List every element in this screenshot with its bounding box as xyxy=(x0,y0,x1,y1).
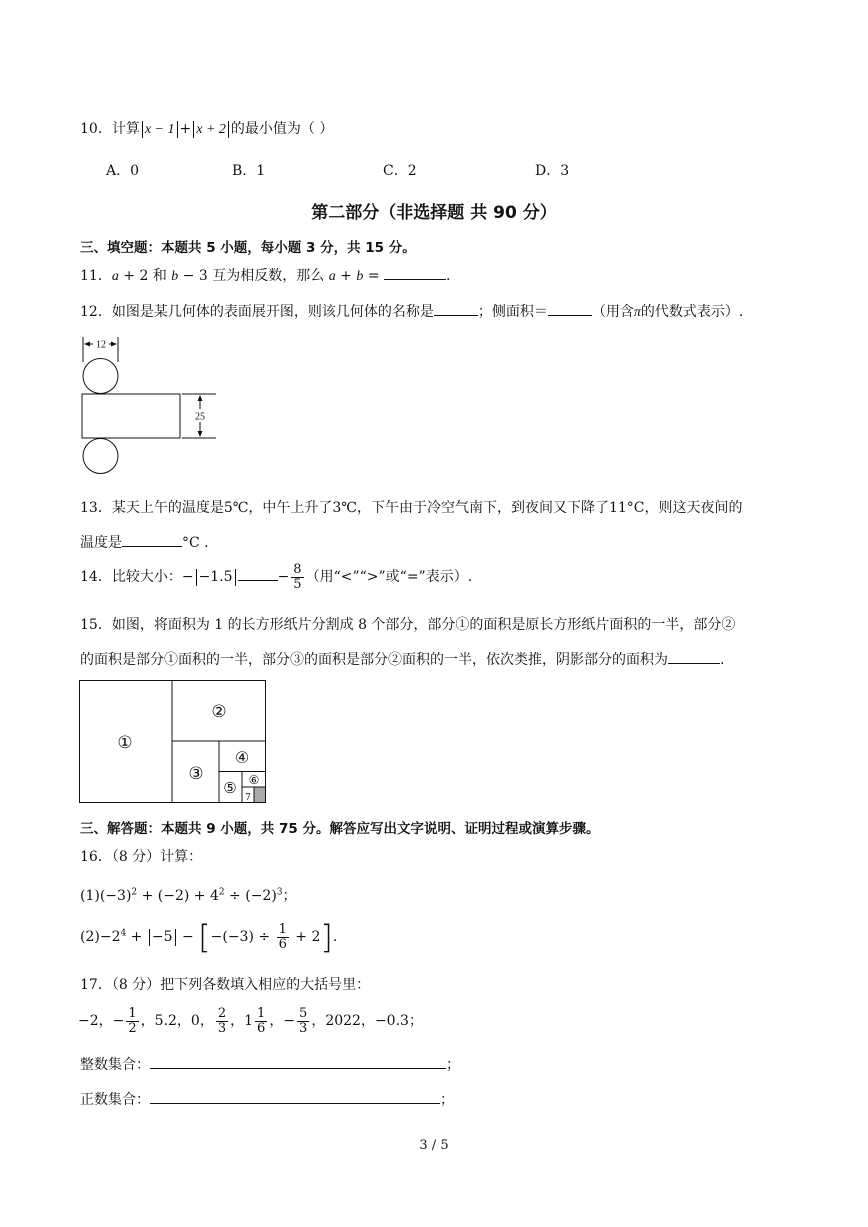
q15-part-5: ⑤ xyxy=(223,779,237,797)
question-13-line1: 13．某天上午的温度是5℃，中午上升了3℃，下午由于冷空气南下，到夜间又下降了11°C，则这天夜间的 xyxy=(80,500,743,516)
positive-set-blank[interactable] xyxy=(150,1103,440,1104)
question-10: 10．计算 x − 1 + x + 2 的最小值为（ ） xyxy=(80,121,334,137)
integer-set-blank[interactable] xyxy=(150,1068,446,1069)
q15-shaded-part xyxy=(254,787,266,803)
question-16-label: 16．（8 分）计算： xyxy=(80,849,203,865)
q10-expr2: x + 2 xyxy=(196,122,226,137)
question-16-part1: $(1)(-3)^2 + (-2) + 4^2 \div (-2)^3$； xyxy=(80,887,297,904)
part2-heading: 第二部分（非选择题 共 90 分） xyxy=(311,203,557,223)
question-16-part2: $(2)-2^4 + -5 - [-(-3)$ ÷ $\frac{1}{6}$ + 2]. xyxy=(80,918,338,956)
question-17-integer-set: 整数集合： ； xyxy=(80,1057,460,1073)
q10-option-a[interactable]: A．0 xyxy=(106,163,140,179)
q12-name-blank[interactable] xyxy=(434,315,478,316)
q10-tail: 的最小值为（ ） xyxy=(230,121,334,137)
q10-option-d[interactable]: D．3 xyxy=(535,163,570,179)
question-17-numbers: −2，− $\frac{1}{2}$ ，5.2，0， $\frac{2}{3}$ ， 1 $\frac{1}{6}$ ，− $\frac{5}{3}$ ，2022，−0.3； xyxy=(78,1006,423,1036)
q15-part-6: ⑥ xyxy=(248,773,260,787)
q15-part-2: ② xyxy=(211,702,227,722)
q15-part-4: ④ xyxy=(234,748,250,767)
q10-label: 10．计算 xyxy=(80,121,140,137)
question-17-label: 17．（8 分）把下列各数填入相应的大括号里： xyxy=(80,977,371,993)
q15-rectangle-figure xyxy=(78,679,270,806)
q15-part-7: 7 xyxy=(245,793,251,803)
page-number: 3 / 5 xyxy=(419,1138,449,1153)
question-15-line2: 的面积是部分①面积的一半，部分③的面积是部分②面积的一半，依次类推，阴影部分的面积为 . xyxy=(80,652,725,668)
q15-part-1: ① xyxy=(117,733,133,753)
question-17-positive-set: 正数集合： ； xyxy=(80,1092,454,1108)
question-14: 14．比较大小：− −1.5 − $\frac{8}{5}$ （用“<”“>”或“=”表示）. xyxy=(80,562,473,592)
question-11: 11．a + 2 和 b − 3 互为相反数，那么 a + b = . xyxy=(80,268,451,284)
question-13-line2: 温度是 °C . xyxy=(80,535,209,551)
q15-part-3: ③ xyxy=(188,764,204,784)
q10-option-c[interactable]: C．2 xyxy=(383,163,417,179)
question-15-line1: 15．如图，将面积为 1 的长方形纸片分割成 8 个部分，部分①的面积是原长方形纸片面积的一半，部分② xyxy=(80,617,736,633)
q12-top-circle xyxy=(83,359,118,394)
question-12: 12．如图是某几何体的表面展开图，则该几何体的名称是 ；侧面积＝ （用含π的代数式表示）. xyxy=(80,304,744,320)
q10-expr1: x − 1 xyxy=(144,122,175,137)
q12-area-blank[interactable] xyxy=(548,315,592,316)
q15-answer-blank[interactable] xyxy=(668,663,720,664)
q12-dim-side: 25 xyxy=(195,411,205,423)
q13-answer-blank[interactable] xyxy=(122,546,182,547)
q14-answer-blank[interactable] xyxy=(238,580,278,581)
q10-option-b[interactable]: B．1 xyxy=(232,163,266,179)
q12-bottom-circle xyxy=(83,439,118,474)
section-answer-heading: 三、解答题：本题共 9 小题，共 75 分。解答应写出文字说明、证明过程或演算步骤。 xyxy=(80,821,600,837)
section-fill-in-heading: 三、填空题：本题共 5 小题，每小题 3 分，共 15 分。 xyxy=(80,240,416,256)
q12-dim-top: 12 xyxy=(96,339,106,351)
q12-side-rect xyxy=(82,394,180,438)
q11-answer-blank[interactable] xyxy=(384,279,446,280)
q12-net-figure xyxy=(76,332,226,482)
